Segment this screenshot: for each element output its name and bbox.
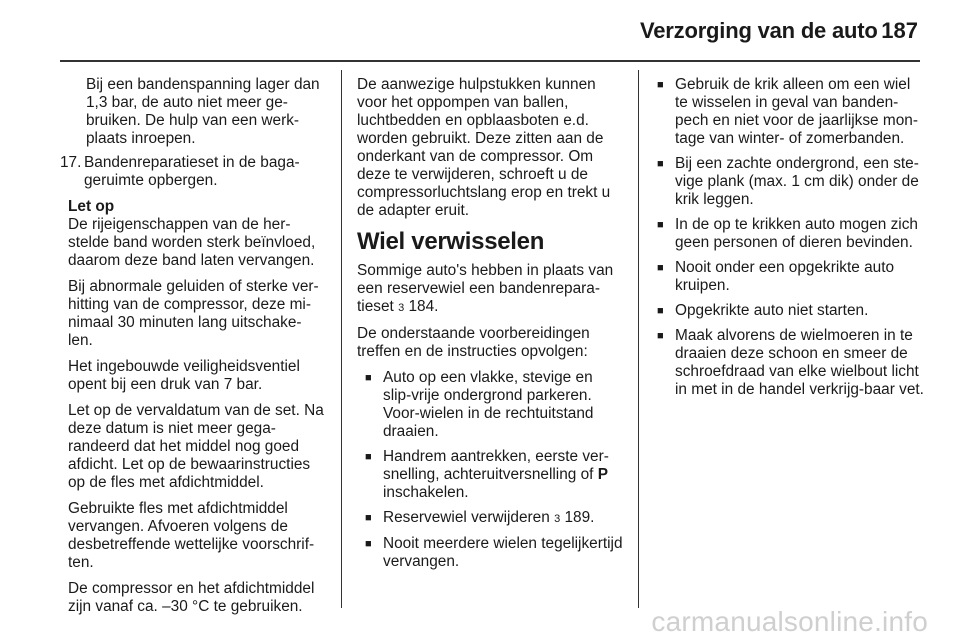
bullet-icon: ■	[657, 219, 664, 231]
header-rule	[60, 60, 920, 62]
list-item: ■ In de op te krikken auto mogen zich geen personen of dieren bevinden.	[657, 216, 918, 251]
note-paragraph-3: Het ingebouwde veiligheidsventiel opent bij een druk van 7 bar.	[68, 358, 300, 393]
bullet-icon: ■	[657, 79, 664, 91]
bullet-icon: ■	[365, 512, 372, 524]
page-ref-link[interactable]: 184.	[408, 298, 439, 315]
list-item: ■ Nooit meerdere wielen tegelijkertijd vervangen.	[365, 535, 623, 570]
page-ref-link[interactable]: 189.	[564, 509, 595, 526]
column-middle	[357, 76, 623, 579]
bullet-icon: ■	[365, 451, 372, 463]
watermark-text: carmanualsonline.info	[651, 606, 928, 637]
page-ref-arrow-icon: 3	[554, 513, 561, 525]
list-item: ■ Gebruik de krik alleen om een wiel te wisselen in geval van banden-pech en niet voor de jaarlijkse mon-tage van winter- of zomerbanden.	[657, 76, 918, 147]
note-block	[62, 198, 324, 616]
column-divider-right	[638, 70, 639, 608]
list-item: ■ Nooit onder een opgekrikte auto kruipen.	[657, 259, 895, 294]
list-item: ■ Bij een zachte ondergrond, een ste-vige plank (max. 1 cm dik) onder de krik leggen.	[657, 155, 919, 208]
safety-list	[657, 76, 925, 399]
intro-paragraph: Bij een bandenspanning lager dan 1,3 bar, de auto niet meer ge-bruiken. De hulp van een werk-plaats inroepen.	[86, 76, 320, 147]
list-item: ■ Opgekrikte auto niet starten.	[657, 302, 869, 319]
accessories-paragraph: De aanwezige hulpstukken kunnen voor het oppompen van ballen, luchtbedden en opblaasboten e.d. worden gebruikt. Deze zitten aan de onderkant van de compressor. Om deze te verwijderen, schroeft u de compressorluchtslang erop en trekt u de adapter eruit.	[357, 76, 611, 219]
column-right	[657, 76, 925, 407]
preparation-paragraph: De onderstaande voorbereidingen treffen en de instructies opvolgen:	[357, 325, 590, 360]
step-17	[62, 154, 324, 190]
bullet-icon: ■	[365, 372, 372, 384]
bullet-icon: ■	[365, 538, 372, 550]
page-ref-arrow-icon: 3	[398, 302, 405, 314]
note-paragraph-6: De compressor en het afdichtmiddel zijn vanaf ca. –30 °C te gebruiken.	[68, 580, 315, 615]
section-heading: Wiel verwisselen	[357, 228, 545, 255]
note-paragraph-1: De rijeigenschappen van de her-stelde band worden sterk beïnvloed, daarom deze band laten vervangen.	[68, 216, 316, 269]
column-divider-left	[341, 70, 342, 608]
page-header	[0, 0, 960, 60]
bullet-icon: ■	[657, 158, 664, 170]
list-item: ■ Maak alvorens de wielmoeren in te draaien deze schoon en smeer de schroefdraad van elke wielbout licht in met in de handel verkrijg-baar vet.	[657, 327, 924, 398]
bullet-icon: ■	[657, 330, 664, 342]
list-item: ■ Auto op een vlakke, stevige en slip-vrije ondergrond parkeren. Voor-wielen in de rechtuitstand draaien.	[365, 369, 594, 440]
bullet-icon: ■	[657, 305, 664, 317]
column-left	[62, 76, 324, 624]
page-title: Verzorging van de auto	[640, 18, 878, 43]
gear-p-label: P	[597, 466, 609, 483]
note-title: Let op	[68, 198, 115, 215]
list-item: ■ Handrem aantrekken, eerste ver-snelling, achteruitversnelling of P inschakelen.	[365, 448, 609, 501]
preparation-list	[357, 369, 623, 571]
note-paragraph-5: Gebruikte fles met afdichtmiddel vervangen. Afvoeren volgens de desbetreffende wettelijke voorschrif-ten.	[68, 500, 315, 571]
page-number: 187	[881, 18, 918, 43]
bullet-icon: ■	[657, 262, 664, 274]
note-paragraph-4: Let op de vervaldatum van de set. Na deze datum is niet meer gega-randeerd dat het middel nog goed afdicht. Let op de bewaarinstructies op de fles met afdichtmiddel.	[68, 402, 324, 491]
intro-paragraph-wheel: Sommige auto's hebben in plaats van een reservewiel een bandenrepara-tieset 3 184.	[357, 262, 614, 315]
note-paragraph-2: Bij abnormale geluiden of sterke ver-hitting van de compressor, deze mi-nimaal 30 minuten lang uitschake-len.	[68, 278, 319, 349]
step-number: 17.	[60, 154, 82, 171]
list-item: ■ Reservewiel verwijderen 3 189.	[365, 509, 595, 526]
step-text: Bandenreparatieset in de baga-geruimte opbergen.	[84, 154, 300, 189]
